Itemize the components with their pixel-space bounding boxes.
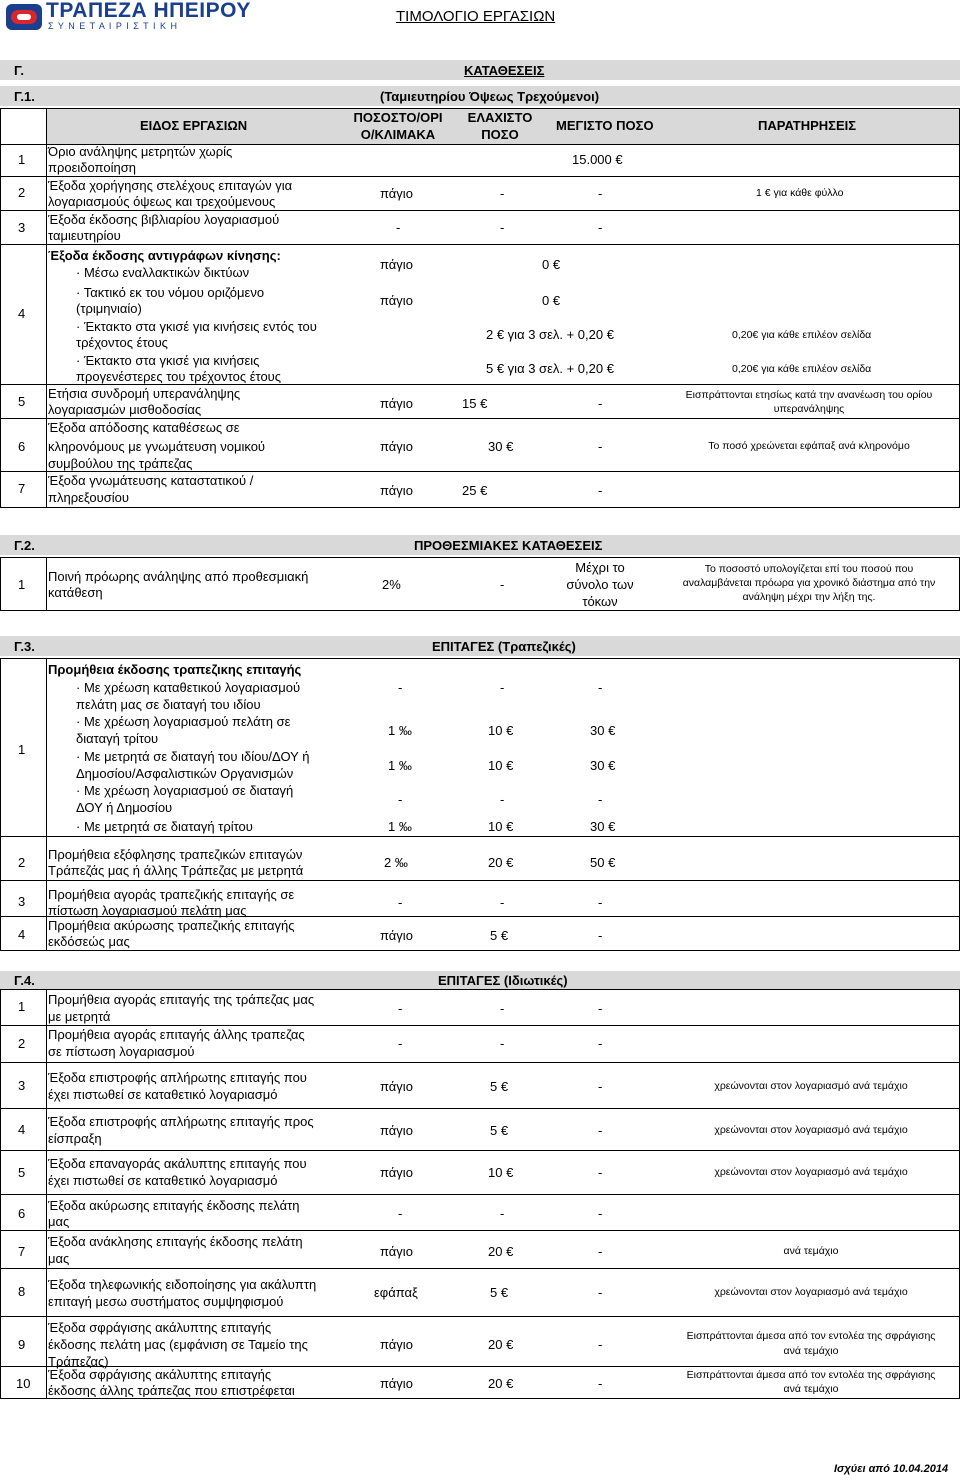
row-subitem: · Με χρέωση λογαριασμού πελάτη σε	[76, 714, 291, 729]
pct-value: 1 ‰	[388, 723, 412, 738]
max-value: σύνολο των	[566, 577, 634, 592]
row-number: 1	[18, 742, 26, 757]
row-number: 1	[18, 152, 26, 167]
note-text: Το ποσοστό υπολογίζεται επί του ποσού που	[704, 563, 914, 575]
row-description: Προμήθεια αγοράς επιταγής άλλης τραπεζας	[48, 1027, 305, 1042]
max-value: -	[598, 483, 603, 498]
max-value: -	[598, 928, 603, 943]
pct-value: 1 ‰	[388, 758, 412, 773]
pct-value: πάγιο	[380, 483, 413, 498]
row-number: 5	[18, 394, 26, 409]
col-header-min-2: ΠΟΣΟ	[481, 127, 519, 142]
logo-symbol-icon	[6, 4, 42, 30]
row-description: κατάθεση	[48, 585, 103, 600]
pct-value: πάγιο	[380, 396, 413, 411]
row-description: σε πίστωση λογαριασμού	[48, 1044, 195, 1059]
row-description: Τράπεζάς μας ή άλλης Τράπεζας με μετρητά	[48, 863, 304, 878]
max-value: 50 €	[590, 855, 616, 870]
max-value: Μέχρι το	[575, 560, 625, 575]
max-value: -	[598, 1376, 603, 1391]
pct-value: πάγιο	[380, 1079, 413, 1094]
row-description: λογαριασμούς όψεως και τρεχούμενους	[48, 194, 276, 209]
row-number: 4	[18, 306, 26, 321]
min-value: 10 €	[488, 723, 514, 738]
row-number: 6	[18, 439, 26, 454]
note-text: ανά τεμάχιο	[783, 1345, 839, 1357]
row-description: με μετρητά	[48, 1009, 111, 1024]
note-text: χρεώνονται στον λογαριασμό ανά τεμάχιο	[714, 1124, 908, 1136]
row-description: πίστωση λογαριασμού πελάτη μας	[48, 903, 247, 918]
max-value: -	[598, 1036, 603, 1051]
subsection-title: ΕΠΙΤΑΓΕΣ (Ιδιωτικές)	[438, 973, 568, 988]
min-value: 5 €	[490, 1123, 509, 1138]
max-value: -	[598, 1001, 603, 1016]
note-text: Εισπράττονται ετησίως κατά την ανανέωση του ορίου	[685, 389, 933, 401]
note-text: ανά τεμάχιο	[783, 1383, 839, 1395]
row-description: Ποινή πρόωρης ανάληψης από προθεσμιακή	[48, 569, 309, 584]
row-description: Έξοδα σφράγισης ακάλυπτης επιταγής	[48, 1320, 272, 1335]
pct-value: -	[398, 792, 403, 807]
row-subitem: πελάτη μας σε διαταγή του ιδίου	[76, 697, 261, 712]
max-value: -	[598, 186, 603, 201]
max-value: τόκων	[582, 594, 618, 609]
max-value: -	[598, 1206, 603, 1221]
pct-value: πάγιο	[380, 1123, 413, 1138]
row-number: 9	[18, 1337, 26, 1352]
col-header-type: ΕΙΔΟΣ ΕΡΓΑΣΙΩΝ	[140, 118, 248, 133]
note-text: 1 € για κάθε φύλλο	[756, 187, 844, 199]
row-number: 3	[18, 1078, 26, 1093]
note-text: Εισπράττονται άμεσα από τον εντολέα της σφράγισης	[686, 1369, 936, 1381]
note-text: ανάληψη μέχρι την λήξη της.	[742, 591, 876, 603]
note-text: Το ποσό χρεώνεται εφάπαξ ανά κληρονόμο	[708, 440, 910, 452]
section-code: Γ.	[14, 63, 24, 78]
row-description: πληρεξουσίου	[48, 490, 129, 505]
max-value: -	[598, 1337, 603, 1352]
row-description: Ετήσια συνδρομή υπερανάληψης	[48, 386, 241, 401]
pct-value: 1 ‰	[388, 819, 412, 834]
row-description: Έξοδα σφράγισης ακάλυπτης επιταγής	[48, 1367, 272, 1382]
pct-value: πάγιο	[380, 186, 413, 201]
pct-value: πάγιο	[380, 1337, 413, 1352]
max-value: -	[598, 792, 603, 807]
row-description: Έξοδα χορήγησης στελέχους επιταγών για	[48, 178, 293, 193]
min-value: -	[500, 680, 505, 695]
col-header-min-1: ΕΛΑΧΙΣΤΟ	[467, 110, 533, 125]
max-value: -	[598, 1165, 603, 1180]
row-description: μας	[48, 1251, 70, 1266]
row-description: Έξοδα γνωμάτευσης καταστατικού /	[48, 473, 254, 488]
row-description: Έξοδα επιστροφής απλήρωτης επιταγής προς	[48, 1114, 314, 1129]
pct-value: -	[398, 680, 403, 695]
row-description: Προμήθεια αγοράς επιταγής της τράπεζας μας	[48, 992, 315, 1007]
max-value: -	[598, 895, 603, 910]
max-value: -	[598, 220, 603, 235]
valid-from-date: Ισχύει από 10.04.2014	[834, 1463, 949, 1475]
note-text: 0,20€ για κάθε επιλέον σελίδα	[732, 329, 872, 341]
pct-value: πάγιο	[380, 928, 413, 943]
max-value: -	[598, 439, 603, 454]
row-number: 4	[18, 1122, 26, 1137]
row-description: εκδόσεώς μας	[48, 934, 130, 949]
note-text: Εισπράττονται άμεσα από τον εντολέα της σφράγισης	[686, 1330, 936, 1342]
row-description: επιταγή μεσω συστήματος συμψηφισμού	[48, 1294, 284, 1309]
row-description: έχει πιστωθεί σε καταθετικό λογαριασμό	[48, 1087, 278, 1102]
note-text: ανά τεμάχιο	[783, 1245, 839, 1257]
col-header-pct-2: Ο/ΚΛΙΜΑΚΑ	[360, 127, 436, 142]
row-description: Έξοδα ανάκλησης επιταγής έκδοσης πελάτη	[48, 1234, 303, 1249]
pct-value: 2%	[382, 577, 401, 592]
max-value: 15.000 €	[572, 152, 623, 167]
row-subitem: τρέχοντος έτους	[76, 335, 168, 350]
min-value: -	[500, 1001, 505, 1016]
note-text: χρεώνονται στον λογαριασμό ανά τεμάχιο	[714, 1080, 908, 1092]
row-number: 7	[18, 481, 26, 496]
min-value: 25 €	[462, 483, 488, 498]
row-number: 2	[18, 1036, 26, 1051]
subsection-title: ΕΠΙΤΑΓΕΣ (Τραπεζικές)	[432, 639, 576, 654]
pct-value: 2 ‰	[384, 855, 408, 870]
row-description: Έξοδα επιστροφής απλήρωτης επιταγής που	[48, 1070, 307, 1085]
max-value: -	[598, 396, 603, 411]
min-value: -	[500, 186, 505, 201]
col-header-max: ΜΕΓΙΣΤΟ ΠΟΣΟ	[556, 118, 654, 133]
pct-value: πάγιο	[380, 293, 413, 308]
min-value: 20 €	[488, 855, 514, 870]
row-number: 10	[16, 1376, 31, 1391]
min-value: -	[500, 1036, 505, 1051]
min-value: -	[500, 792, 505, 807]
row-description: λογαριασμών μισθοδοσίας	[48, 402, 202, 417]
row-title: Προμήθεια έκδοσης τραπεζικης επιταγής	[48, 662, 302, 677]
row-description: συμβούλου της τράπεζας	[48, 456, 193, 471]
max-value: -	[598, 1244, 603, 1259]
row-title: Έξοδα έκδοσης αντιγράφων κίνησης:	[48, 248, 281, 263]
min-value: 15 €	[462, 396, 488, 411]
row-number: 2	[18, 855, 26, 870]
row-number: 1	[18, 999, 26, 1014]
row-number: 8	[18, 1284, 26, 1299]
logo-name: ΤΡΑΠΕΖΑ ΗΠΕΙΡΟΥ	[46, 0, 251, 22]
row-subitem: · Έκτακτο στα γκισέ για κινήσεις	[76, 353, 260, 368]
subsection-code: Γ.2.	[14, 538, 35, 553]
row-number: 3	[18, 220, 26, 235]
max-value: -	[598, 1285, 603, 1300]
min-value: 30 €	[488, 439, 514, 454]
row-description: Τράπεζας)	[48, 1354, 109, 1369]
min-value: 10 €	[488, 1165, 514, 1180]
bank-logo	[6, 2, 256, 34]
section-title: ΚΑΤΑΘΕΣΕΙΣ	[464, 63, 545, 78]
row-description: Έξοδα έκδοσης βιβλιαρίου λογαριασμού	[48, 212, 280, 227]
max-value: 30 €	[590, 819, 616, 834]
min-value: 0 €	[542, 257, 561, 272]
row-subitem: · Μέσω εναλλακτικών δικτύων	[76, 265, 250, 280]
min-value: -	[500, 895, 505, 910]
row-description: Όριο ανάληψης μετρητών χωρίς	[48, 144, 233, 159]
row-description: Έξοδα επαναγοράς ακάλυπτης επιταγής που	[48, 1156, 307, 1171]
row-number: 2	[18, 185, 26, 200]
note-text: χρεώνονται στον λογαριασμό ανά τεμάχιο	[714, 1286, 908, 1298]
row-subitem: Δημοσίου/Ασφαλιστικών Οργανισμών	[76, 766, 294, 781]
row-description: κληρονόμους με γνωμάτευση νομικού	[48, 439, 266, 454]
row-description: έκδοσης άλλης τράπεζας που επιστρέφεται	[48, 1383, 295, 1397]
min-value: 5 €	[490, 928, 509, 943]
subsection-title: ΠΡΟΘΕΣΜΙΑΚΕΣ ΚΑΤΑΘΕΣΕΙΣ	[414, 538, 603, 553]
min-value: 5 € για 3 σελ. + 0,20 €	[486, 361, 614, 376]
row-number: 3	[18, 894, 26, 909]
pct-value: -	[398, 1001, 403, 1016]
col-header-notes: ΠΑΡΑΤΗΡΗΣΕΙΣ	[758, 118, 857, 133]
min-value: 10 €	[488, 758, 514, 773]
min-value: -	[500, 220, 505, 235]
pct-value: -	[396, 220, 401, 235]
min-value: -	[500, 577, 505, 592]
max-value: -	[598, 1079, 603, 1094]
note-text: αναλαμβάνεται πρόωρα για χρονικό διάστημα από την	[682, 577, 936, 589]
col-header-pct-1: ΠΟΣΟΣΤΟ/ΟΡΙ	[353, 110, 443, 125]
pct-value: πάγιο	[380, 439, 413, 454]
row-description: ταμιευτηρίου	[48, 228, 121, 243]
pct-value: -	[398, 1036, 403, 1051]
row-number: 4	[18, 927, 26, 942]
row-description: Προμήθεια εξόφλησης τραπεζικών επιταγών	[48, 847, 303, 862]
row-subitem: προγενέστερες του τρέχοντος έτους	[76, 369, 282, 384]
pct-value: πάγιο	[380, 1244, 413, 1259]
pct-value: εφάπαξ	[374, 1285, 418, 1300]
pct-value: πάγιο	[380, 1165, 413, 1180]
row-description: Προμήθεια ακύρωσης τραπεζικής επιταγής	[48, 918, 295, 933]
row-number: 1	[18, 577, 26, 592]
row-subitem: · Με χρέωση καταθετικού λογαριασμού	[76, 680, 301, 695]
note-text: 0,20€ για κάθε επιλέον σελίδα	[732, 363, 872, 375]
min-value: 20 €	[488, 1244, 514, 1259]
subsection-subtitle: (Ταμιευτηρίου Όψεως Τρεχούμενοι)	[380, 89, 600, 104]
max-value: -	[598, 1123, 603, 1138]
row-number: 7	[18, 1244, 26, 1259]
row-description: Προμήθεια αγοράς τραπεζικής επιταγής σε	[48, 887, 295, 902]
row-subitem: διαταγή τρίτου	[76, 731, 159, 746]
page-title: ΤΙΜΟΛΟΓΙΟ ΕΡΓΑΣΙΩΝ	[396, 8, 556, 25]
note-text: υπερανάληψης	[773, 403, 845, 415]
subsection-code: Γ.3.	[14, 639, 35, 654]
row-subitem: · Τακτικό εκ του νόμου οριζόμενο	[76, 285, 265, 300]
row-subitem: · Με χρέωση λογαριασμού σε διαταγή	[76, 783, 294, 798]
pct-value: -	[398, 895, 403, 910]
row-subitem: (τριμηνιαίο)	[76, 301, 142, 316]
row-description: Έξοδα ακύρωσης επιταγής έκδοσης πελάτη	[48, 1198, 300, 1213]
note-text: χρεώνονται στον λογαριασμό ανά τεμάχιο	[714, 1166, 908, 1178]
row-description: μας	[48, 1214, 70, 1229]
max-value: -	[598, 680, 603, 695]
pct-value: πάγιο	[380, 1376, 413, 1391]
subsection-code: Γ.1.	[14, 89, 35, 104]
max-value: 30 €	[590, 758, 616, 773]
row-number: 6	[18, 1206, 26, 1221]
subsection-code: Γ.4.	[14, 973, 35, 988]
min-value: 20 €	[488, 1376, 514, 1391]
min-value: 5 €	[490, 1079, 509, 1094]
logo-tagline: Σ Υ Ν Ε Τ Α Ι Ρ Ι Σ Τ Ι Κ Η	[48, 21, 179, 31]
min-value: 10 €	[488, 819, 514, 834]
row-description: Έξοδα απόδοσης καταθέσεως σε	[48, 420, 240, 435]
min-value: 5 €	[490, 1285, 509, 1300]
pct-value: πάγιο	[380, 257, 413, 272]
min-value: 2 € για 3 σελ. + 0,20 €	[486, 327, 614, 342]
max-value: 30 €	[590, 723, 616, 738]
row-number: 5	[18, 1165, 26, 1180]
row-description: έχει πιστωθεί σε καταθετικό λογαριασμό	[48, 1173, 278, 1188]
min-value: 0 €	[542, 293, 561, 308]
min-value: 20 €	[488, 1337, 514, 1352]
min-value: -	[500, 1206, 505, 1221]
row-subitem: · Με μετρητά σε διαταγή του ιδίου/ΔΟΥ ή	[76, 749, 310, 764]
row-description: προειδοποίηση	[48, 160, 136, 175]
row-description: Έξοδα τηλεφωνικής ειδοποίησης για ακάλυπτη	[48, 1277, 317, 1292]
pct-value: -	[398, 1206, 403, 1221]
row-subitem: · Με μετρητά σε διαταγή τρίτου	[76, 819, 253, 834]
row-subitem: ΔΟΥ ή Δημοσίου	[76, 800, 173, 815]
row-description: έκδοσης πελάτη μας (εμφάνιση σε Ταμείο της	[48, 1337, 308, 1352]
row-subitem: · Έκτακτο στα γκισέ για κινήσεις εντός του	[76, 319, 317, 334]
row-description: είσπραξη	[48, 1131, 102, 1146]
